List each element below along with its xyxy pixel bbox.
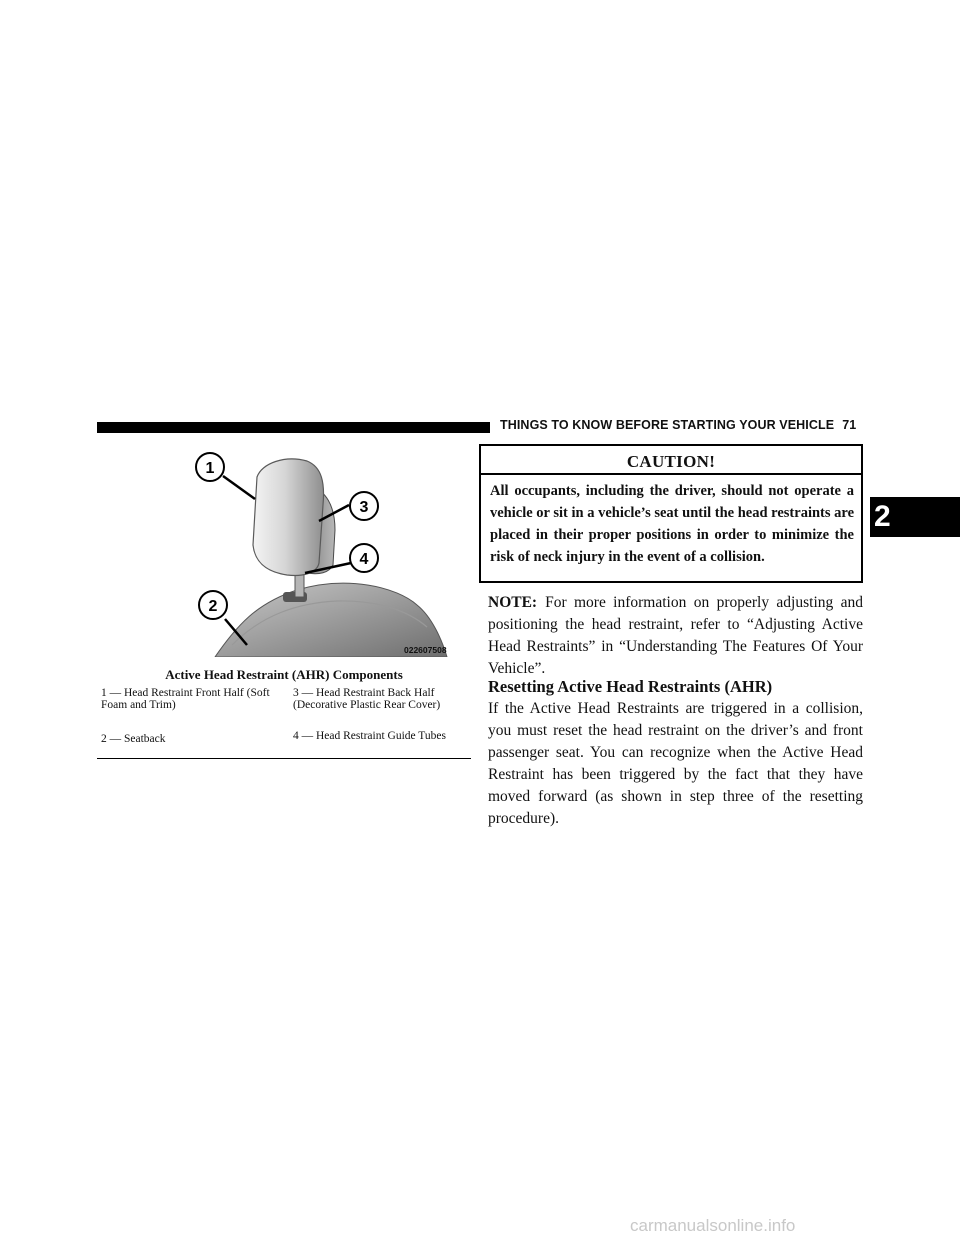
caution-text: All occupants, including the driver, should not operate a vehicle or sit in a vehicle’s seat until the head restraints are placed in their proper positions in order to minimize the risk of neck injury in the event of a collision. — [490, 483, 854, 565]
note-label: NOTE: — [488, 594, 538, 611]
callout-2-label: 2 — [208, 598, 218, 615]
callout-2 — [199, 591, 227, 619]
legend-item-4: 4 — Head Restraint Guide Tubes — [293, 730, 447, 742]
body-paragraph: If the Active Head Restraints are triggered in a collision, you must reset the head restraint on the driver’s and front passenger seat. You can recognize when the Active Head Restraint has been triggered by the fact that they have moved forward (as shown in step three of the resetting procedure). — [488, 700, 863, 827]
header-title: THINGS TO KNOW BEFORE STARTING YOUR VEHICLE — [500, 418, 835, 432]
figure-caption: Active Head Restraint (AHR) Components — [165, 667, 403, 682]
note-paragraph — [488, 592, 863, 680]
head-restraint-illustration — [97, 445, 471, 657]
caution-divider — [481, 473, 861, 475]
legend-item-1: 1 — Head Restraint Front Half (Soft Foam and Trim) — [101, 687, 270, 711]
legend-rule — [97, 758, 471, 759]
callout-1 — [196, 453, 224, 481]
page-number: 71 — [842, 418, 857, 432]
caution-title: CAUTION! — [626, 452, 716, 471]
front-half-shape — [253, 459, 324, 576]
callout-3 — [350, 492, 378, 520]
watermark: carmanualsonline.info — [630, 1216, 796, 1235]
caution-box — [479, 444, 863, 583]
section-heading: Resetting Active Head Restraints (AHR) — [488, 677, 773, 696]
figure-code: 022607508 — [404, 645, 447, 655]
note-text: For more information on properly adjusting and positioning the head restraint, refer to “Adjusting Active Head Restraints” in “Understanding The Features Of Your Vehicle”. — [488, 594, 863, 677]
legend-item-3: 3 — Head Restraint Back Half (Decorative Plastic Rear Cover) — [293, 687, 441, 711]
legend-item-2: 2 — Seatback — [101, 733, 166, 745]
callout-3-label: 3 — [359, 499, 369, 516]
page-header — [500, 418, 856, 432]
callout-1-label: 1 — [205, 460, 215, 477]
callout-4 — [350, 544, 378, 572]
header-rule — [97, 422, 490, 433]
chapter-tab: 2 — [870, 497, 960, 537]
head-restraint-figure — [97, 445, 471, 657]
callout-4-label: 4 — [359, 551, 369, 568]
